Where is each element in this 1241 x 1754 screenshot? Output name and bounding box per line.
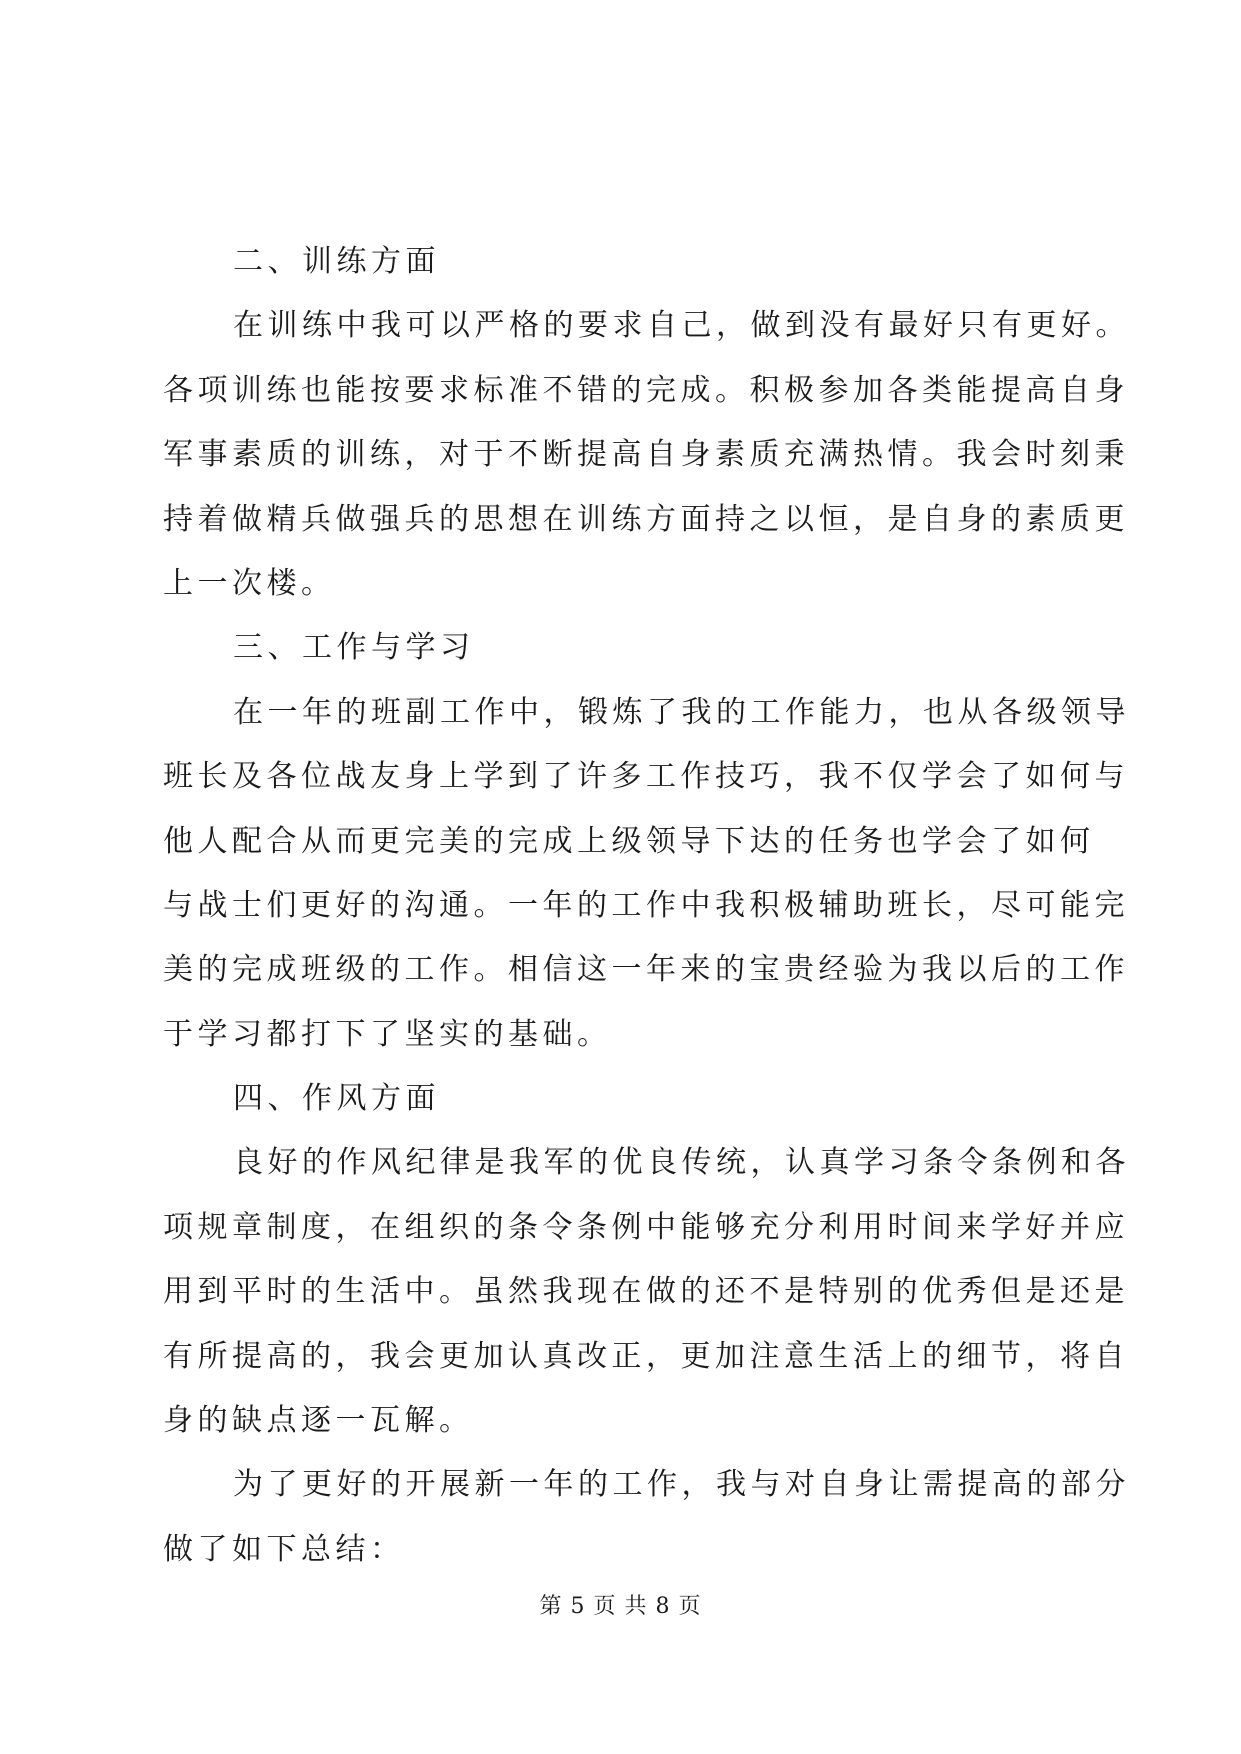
text-line: 用到平时的生活中。虽然我现在做的还不是特别的优秀但是还是 [163,1274,1129,1310]
text-line: 良好的作风纪律是我军的优良传统，认真学习条令条例和各 [233,1145,1130,1181]
text-line: 为了更好的开展新一年的工作，我与对自身让需提高的部分 [233,1467,1130,1503]
text-line: 有所提高的，我会更加认真改正，更加注意生活上的细节，将自 [163,1338,1129,1374]
text-line: 各项训练也能按要求标准不错的完成。积极参加各类能提高自身 [163,372,1129,408]
text-line: 身的缺点逐一瓦解。 [163,1403,474,1439]
section-heading-conduct [163,1067,1079,1131]
text-line: 在一年的班副工作中，锻炼了我的工作能力，也从各级领导 [233,694,1130,730]
text-line: 在训练中我可以严格的要求自己，做到没有最好只有更好。 [233,308,1130,344]
text-line: 班长及各位战友身上学到了许多工作技巧，我不仅学会了如何与 [163,759,1129,795]
text-line: 美的完成班级的工作。相信这一年来的宝贵经验为我以后的工作 [163,952,1129,988]
heading-line: 二、训练方面 [233,244,440,279]
paragraph-work-study [163,681,1130,1067]
section-heading-work-study [163,616,1079,680]
section-heading-training [163,230,1079,294]
paragraph-conduct [163,1131,1130,1453]
paragraph-training [163,294,1130,616]
text-line: 于学习都打下了坚实的基础。 [163,1016,612,1052]
text-line: 他人配合从而更完美的完成上级领导下达的任务也学会了如何 [163,823,1095,859]
page-number-footer: 第 5 页 共 8 页 [539,1594,702,1619]
text-line: 与战士们更好的沟通。一年的工作中我积极辅助班长，尽可能完 [163,887,1129,923]
text-line: 项规章制度，在组织的条令条例中能够充分利用时间来学好并应 [163,1209,1129,1245]
paragraph-summary-intro [163,1453,1130,1582]
text-line: 军事素质的训练，对于不断提高自身素质充满热情。我会时刻秉 [163,437,1129,473]
document-body [163,230,1130,1582]
text-line: 持着做精兵做强兵的思想在训练方面持之以恒，是自身的素质更 [163,501,1129,537]
text-line: 做了如下总结： [163,1531,405,1567]
heading-line: 三、工作与学习 [233,630,475,666]
heading-line: 四、作风方面 [233,1081,440,1117]
text-line: 上一次楼。 [163,565,336,601]
